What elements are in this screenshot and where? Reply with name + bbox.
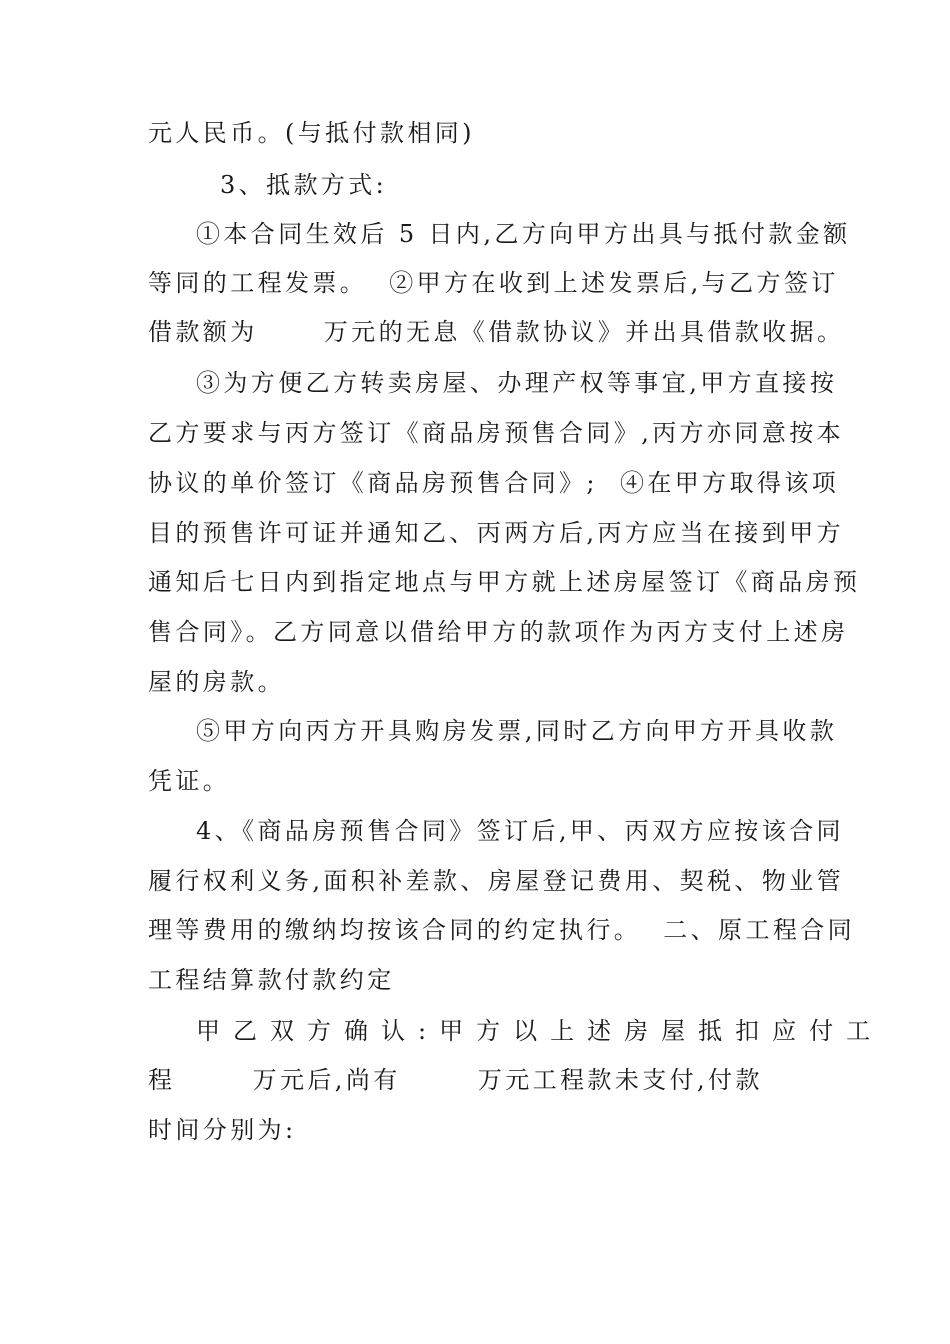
text-line: 理等费用的缴纳均按该合同的约定执行。 二、原工程合同 [148, 916, 856, 944]
text-line: ⑤甲方向丙方开具购房发票,同时乙方向甲方开具收款 [196, 717, 838, 745]
text-line: 程 万元后,尚有 万元工程款未支付,付款 [148, 1066, 763, 1094]
section-heading: 3、抵款方式: [220, 171, 388, 199]
text-line: 乙方要求与丙方签订《商品房预售合同》,丙方亦同意按本 [148, 419, 845, 447]
text-line: ①本合同生效后 5 日内,乙方向甲方出具与抵付款金额 [196, 220, 851, 248]
text-line: 元人民币。(与抵付款相同) [148, 119, 475, 147]
text-line: 售合同》。乙方同意以借给甲方的款项作为丙方支付上述房 [148, 618, 849, 646]
text-line: 等同的工程发票。 ②甲方在收到上述发票后,与乙方签订 [148, 269, 839, 297]
text-line: 协议的单价签订《商品房预售合同》; ④在甲方取得该项 [148, 469, 840, 497]
text-line: 4、《商品房预售合同》签订后,甲、丙双方应按该合同 [196, 817, 844, 845]
text-line: 借款额为 万元的无息《借款协议》并出具借款收据。 [148, 318, 845, 346]
text-line: 时间分别为: [148, 1116, 297, 1144]
text-line: ③为方便乙方转卖房屋、办理产权等事宜,甲方直接按 [196, 369, 838, 397]
text-line: 通知后七日内到指定地点与甲方就上述房屋签订《商品房预 [148, 568, 861, 596]
text-line: 凭证。 [148, 767, 231, 795]
text-line: 目的预售许可证并通知乙、丙两方后,丙方应当在接到甲方 [148, 519, 845, 547]
text-line: 履行权利义务,面积补差款、房屋登记费用、契税、物业管 [148, 867, 845, 895]
text-line: 甲乙双方确认:甲方以上述房屋抵扣应付工 [196, 1017, 884, 1045]
text-line: 工程结算款付款约定 [148, 966, 395, 994]
text-line: 屋的房款。 [148, 668, 285, 696]
